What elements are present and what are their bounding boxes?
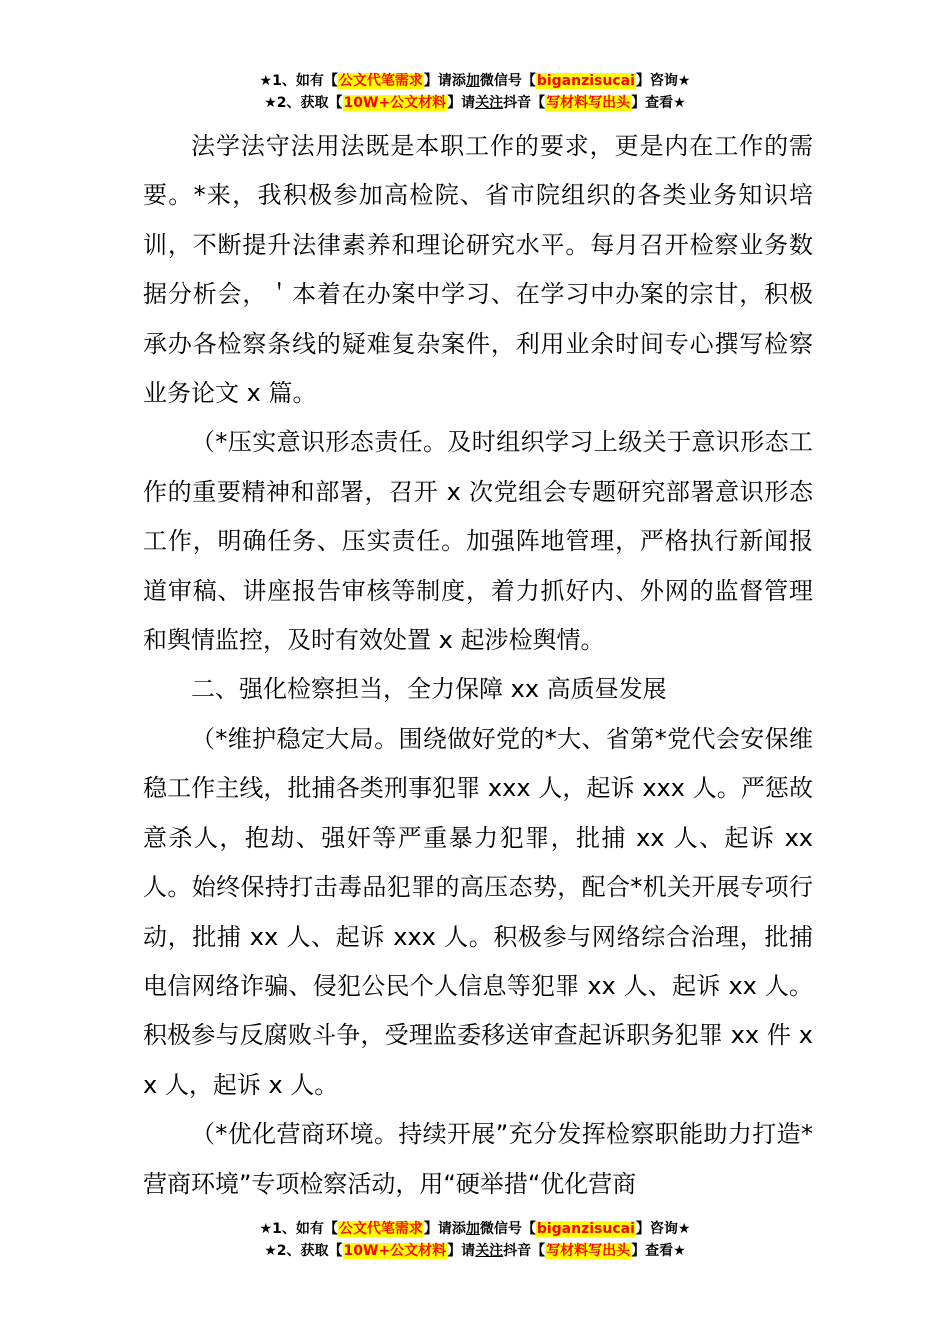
banner-text: 抖音【 bbox=[503, 95, 546, 111]
document-body bbox=[143, 122, 813, 1209]
banner-underlined: 加 bbox=[465, 1221, 480, 1237]
banner-underlined: 加 bbox=[465, 73, 480, 89]
banner-text: 】请添 bbox=[423, 1221, 466, 1237]
banner-text: 】查看★ bbox=[631, 1243, 686, 1259]
banner-text: 】查看★ bbox=[631, 95, 686, 111]
banner-text: ★1、如有【 bbox=[259, 73, 338, 89]
banner-highlight: biganzisucai bbox=[536, 1221, 635, 1237]
banner-text: ★2、获取【 bbox=[264, 1243, 343, 1259]
banner-text: 抖音【 bbox=[503, 1243, 546, 1259]
paragraph: 法学法守法用法既是本职工作的要求，更是内在工作的需要。*来，我积极参加高检院、省市院组织的各类业务知识培训，不断提升法律素养和理论研究水平。每月召开检察业务数据分析会，＇本着在办案中学习、在学习中办案的宗甘，积极承办各检察条线的疑难复杂案件，利用业余时间专心撰写检察业务论文 x 篇。 bbox=[143, 132, 813, 408]
banner-highlight: 10W+公文材料 bbox=[343, 1243, 447, 1259]
banner-highlight: 公文代笔需求 bbox=[338, 73, 423, 89]
banner-line-2 bbox=[0, 1240, 950, 1262]
banner-text: 】请 bbox=[447, 1243, 476, 1259]
banner-line-2 bbox=[0, 92, 950, 114]
banner-highlight: 写材料写出头 bbox=[546, 95, 631, 111]
banner-text: 】咨询★ bbox=[635, 1221, 691, 1237]
banner-text: 微信号【 bbox=[479, 1221, 536, 1237]
paragraph: （*维护稳定大局。围绕做好党的*大、省第*党代会安保维稳工作主线，批捕各类刑事犯罪 xxx 人，起诉 xxx 人。严惩故意杀人，抱劫、强奸等严重暴力犯罪，批捕 xx 人、起诉 xx 人。始终保持打击毒品犯罪的高压态势，配合*机关开展专项行动，批捕 xx 人、起诉 xxx 人。积极参与网络综合治理，批捕电信网络诈骗、侵犯公民个人信息等犯罪 xx 人、起诉 xx 人。积极参与反腐败斗争，受理监委移送审查起诉职务犯罪 xx 件 xx 人，起诉 x 人。 bbox=[143, 724, 813, 1099]
top-banner bbox=[0, 70, 950, 114]
bottom-banner bbox=[0, 1218, 950, 1262]
banner-text: ★2、获取【 bbox=[264, 95, 343, 111]
banner-text: ★1、如有【 bbox=[259, 1221, 338, 1237]
banner-text: 】请 bbox=[447, 95, 476, 111]
section-heading: 二、强化检察担当，全力保障 xx 高质昼发展 bbox=[191, 675, 667, 704]
banner-line-1 bbox=[0, 70, 950, 92]
banner-highlight: 写材料写出头 bbox=[546, 1243, 631, 1259]
banner-text: 微信号【 bbox=[479, 73, 536, 89]
banner-highlight: 10W+公文材料 bbox=[343, 95, 447, 111]
paragraph: （*优化营商环境。持续开展”充分发挥检察职能助力打造*营商环境”专项检察活动，用“硬举措“优化营商 bbox=[143, 1120, 813, 1198]
banner-text: 】咨询★ bbox=[635, 73, 691, 89]
banner-text: 】请添 bbox=[423, 73, 466, 89]
banner-highlight: 公文代笔需求 bbox=[338, 1221, 423, 1237]
banner-line-1 bbox=[0, 1218, 950, 1240]
banner-underlined: 关注 bbox=[475, 95, 504, 111]
banner-highlight: biganzisucai bbox=[536, 73, 635, 89]
banner-underlined: 关注 bbox=[475, 1243, 504, 1259]
paragraph: （*压实意识形态责任。及时组织学习上级关于意识形态工作的重要精神和部署，召开 x 次党组会专题研究部署意识形态工作，明确任务、压实责任。加强阵地管理，严格执行新闻报道审稿、讲座报告审核等制度，着力抓好内、外网的监督管理和舆情监控，及时有效处置 x 起涉检舆情。 bbox=[143, 428, 813, 655]
